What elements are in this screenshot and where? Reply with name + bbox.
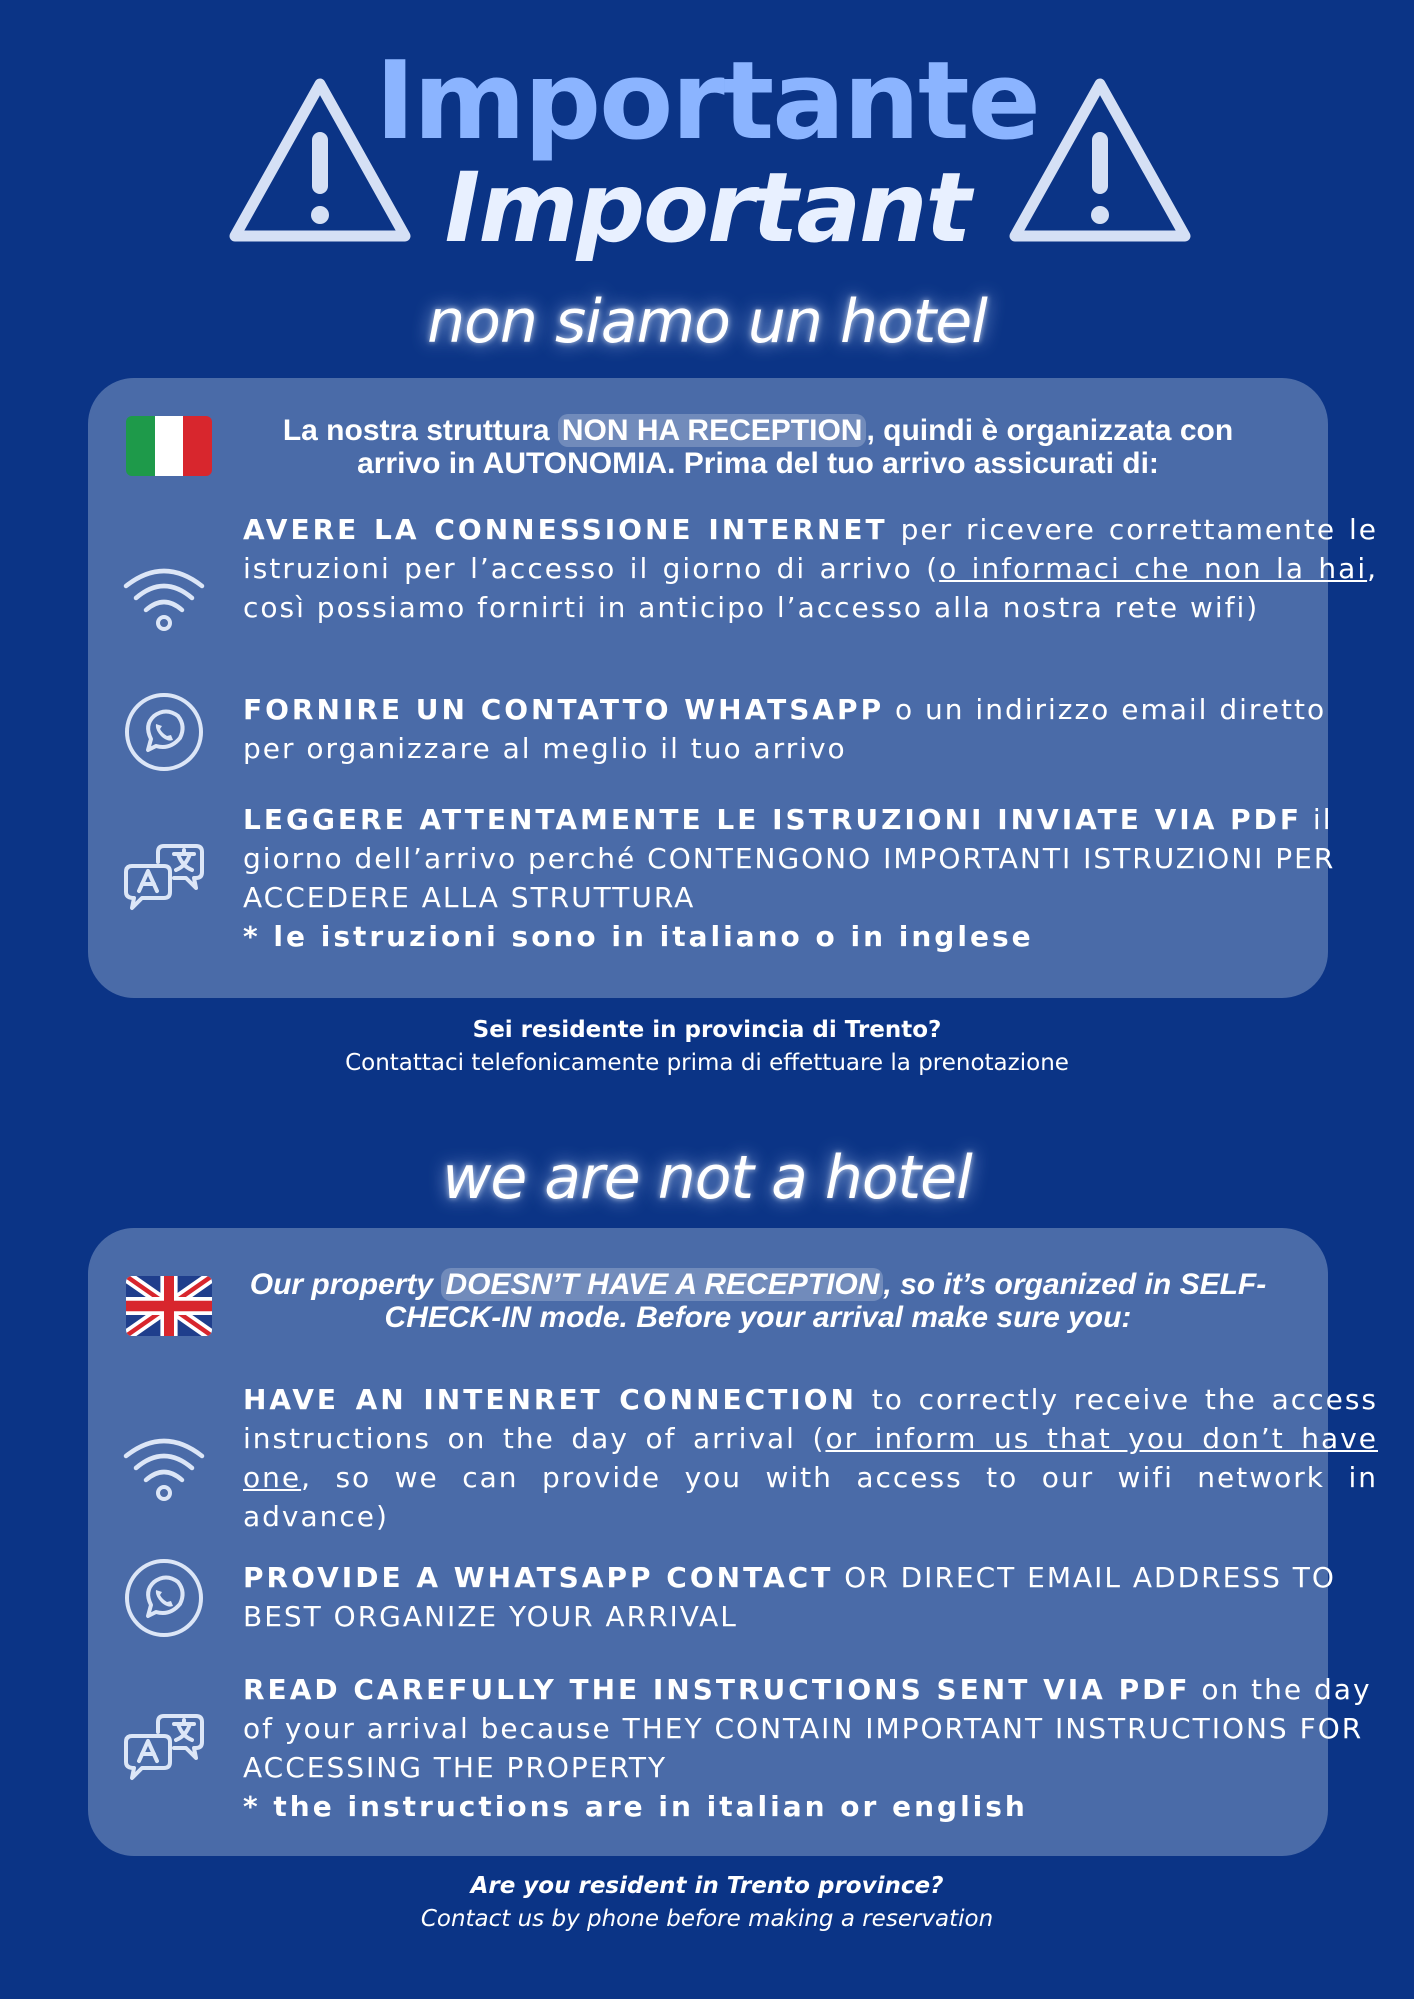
whatsapp-icon bbox=[122, 690, 206, 774]
subtitle-italian: non siamo un hotel bbox=[427, 287, 987, 357]
footer-text: Contattaci telefonicamente prima di effettuare la prenotazione bbox=[345, 1050, 1069, 1076]
footer-question: Sei residente in provincia di Trento? bbox=[472, 1017, 942, 1043]
translate-icon bbox=[122, 838, 206, 922]
info-card-english bbox=[88, 1228, 1379, 1856]
italy-flag-icon bbox=[126, 416, 212, 476]
whatsapp-icon bbox=[122, 1556, 206, 1640]
intro-text: La nostra struttura NON HA RECEPTION , quindi è organizzata con arrivo in AUTONOMIA. Prima del tuo arrivo assicurati di: bbox=[282, 414, 1234, 480]
list-item: HAVE AN INTENRET CONNECTION to correctly receive the access instructions on the day of arrival (or inform us that you don’t have one, so we can provide you with access to our wifi network in advance) bbox=[243, 1383, 1379, 1533]
footer-italian bbox=[0, 1014, 1414, 1080]
list-item: FORNIRE UN CONTATTO WHATSAPP o un indirizzo email diretto per organizzare al meglio il tuo arrivo bbox=[243, 693, 1327, 765]
list-item: PROVIDE A WHATSAPP CONTACT OR DIRECT EMAIL ADDRESS TO BEST ORGANIZE YOUR ARRIVAL bbox=[243, 1561, 1336, 1633]
footer-question: Are you resident in Trento province? bbox=[470, 1873, 944, 1899]
warning-icon bbox=[1005, 70, 1195, 250]
page-title-english: Important bbox=[444, 152, 970, 264]
info-card-italian bbox=[88, 378, 1379, 998]
list-item: LEGGERE ATTENTAMENTE LE ISTRUZIONI INVIATE VIA PDF il giorno dell’arrivo perché CONTENGONO IMPORTANTI ISTRUZIONI PER ACCEDERE ALLA STRUTTURA * le istruzioni sono in italiano o in inglese bbox=[243, 803, 1336, 953]
header bbox=[0, 40, 1414, 270]
footer-english bbox=[0, 1870, 1414, 1936]
footer-text: Contact us by phone before making a reservation bbox=[420, 1906, 994, 1932]
wifi-icon bbox=[122, 556, 206, 640]
list-item: READ CAREFULLY THE INSTRUCTIONS SENT VIA PDF on the day of your arrival because THEY CONTAIN IMPORTANT INSTRUCTIONS FOR ACCESSING THE PROPERTY * the instructions are in italian or english bbox=[243, 1673, 1372, 1823]
list-item: AVERE LA CONNESSIONE INTERNET per ricevere correttamente le istruzioni per l’accesso il giorno di arrivo (o informaci che non la hai, così possiamo fornirti in anticipo l’accesso alla nostra rete wifi) bbox=[243, 513, 1379, 624]
wifi-icon bbox=[122, 1426, 206, 1510]
uk-flag-icon bbox=[126, 1276, 212, 1336]
intro-text: Our property DOESN’T HAVE A RECEPTION , so it’s organized in SELF-CHECK-IN mode. Before your arrival make sure you: bbox=[249, 1268, 1267, 1334]
subtitle-english: we are not a hotel bbox=[442, 1143, 972, 1213]
translate-icon bbox=[122, 1708, 206, 1792]
page-title-italian: Importante bbox=[375, 39, 1039, 164]
